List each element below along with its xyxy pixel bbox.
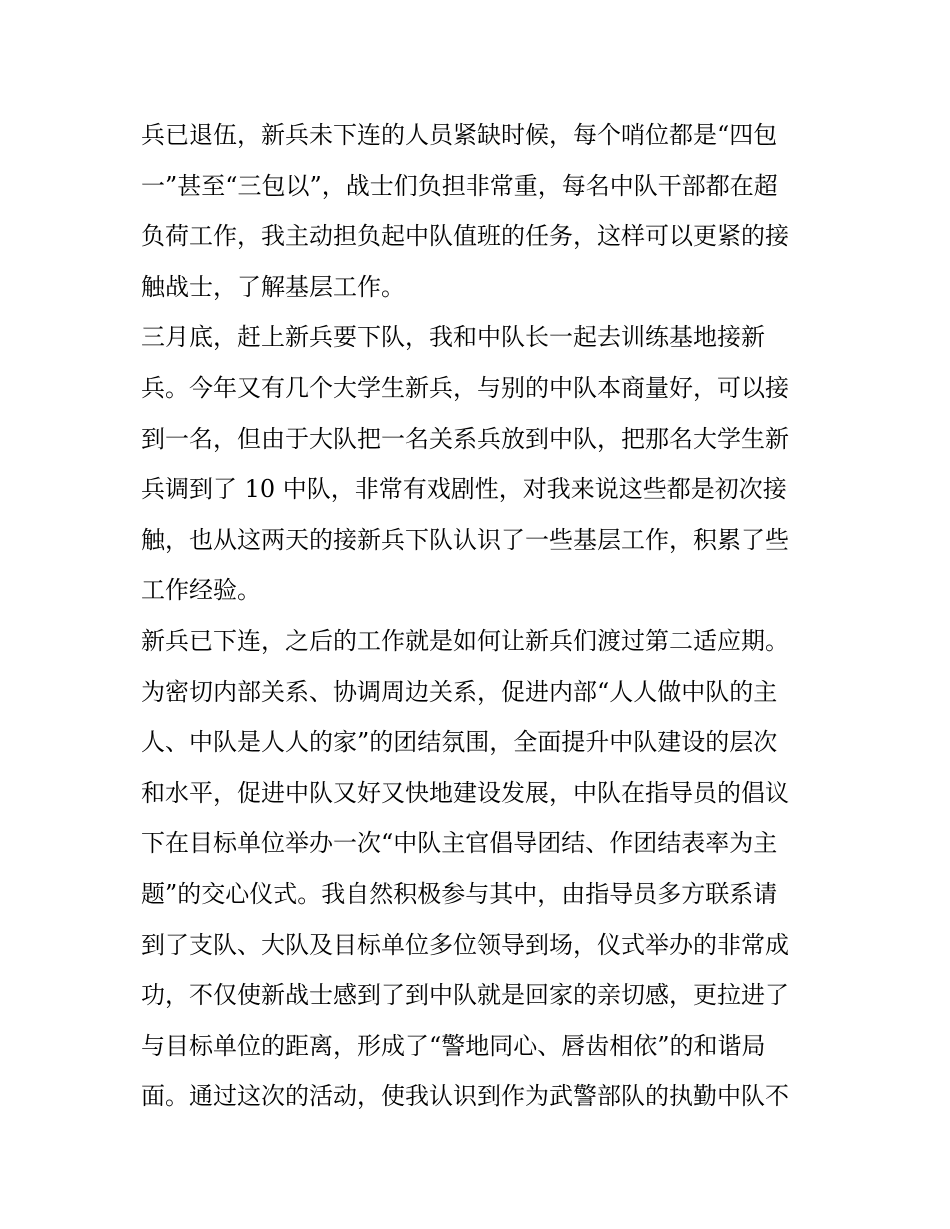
text-line: 触，也从这两天的接新兵下队认识了一些基层工作，积累了些 [141,525,789,554]
text-line: 新兵已下连，之后的工作就是如何让新兵们渡过第二适应期。 [141,626,789,655]
text-line: 三月底，赶上新兵要下队，我和中队长一起去训练基地接新 [141,323,765,352]
text-line: 工作经验。 [141,576,261,605]
text-line: 和水平，促进中队又好又快地建设发展，中队在指导员的倡议 [141,778,789,807]
document-body [141,110,821,1122]
text-line: 负荷工作，我主动担负起中队值班的任务，这样可以更紧的接 [141,222,789,251]
text-line: 人、中队是人人的家”的团结氛围，全面提升中队建设的层次 [141,728,778,757]
text-line: 到一名，但由于大队把一名关系兵放到中队，把那名大学生新 [141,424,789,453]
text-line: 到了支队、大队及目标单位多位领导到场，仪式举办的非常成 [141,930,789,959]
text-line: 面。通过这次的活动，使我认识到作为武警部队的执勤中队不 [141,1082,789,1111]
text-line: 兵已退伍，新兵未下连的人员紧缺时候，每个哨位都是“四包 [141,121,778,149]
text-line: 题”的交心仪式。我自然积极参与其中，由指导员多方联系请 [141,879,778,908]
text-line: 功，不仅使新战士感到了到中队就是回家的亲切感，更拉进了 [141,981,789,1010]
text-line: 触战士，了解基层工作。 [141,272,405,301]
text-line: 兵。今年又有几个大学生新兵，与别的中队本商量好，可以接 [141,373,789,402]
text-line: 与目标单位的距离，形成了“警地同心、唇齿相依”的和谐局 [141,1031,766,1060]
text-line: 一”甚至“三包以”，战士们负担非常重，每名中队干部都在超 [141,171,778,200]
text-line: 为密切内部关系、协调周边关系，促进内部“人人做中队的主 [141,677,778,706]
text-line: 兵调到了 10 中队，非常有戏剧性，对我来说这些都是初次接 [141,475,787,504]
text-line: 下在目标单位举办一次“中队主官倡导团结、作团结表率为主 [141,829,778,858]
